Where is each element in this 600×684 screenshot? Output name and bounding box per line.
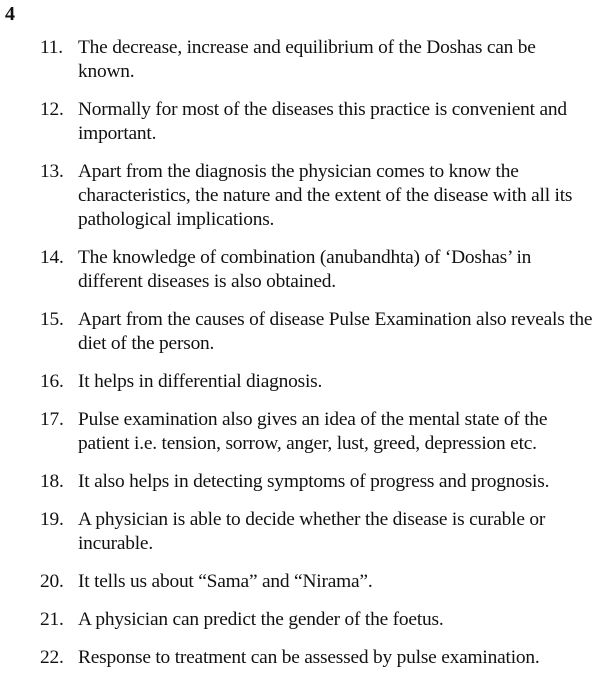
item-text: The knowledge of combination (anubandhta) of ‘Doshas’ in different diseases is also obtained. bbox=[78, 247, 532, 292]
item-number: 14. bbox=[40, 247, 64, 268]
item-text: It also helps in detecting symptoms of progress and prognosis. bbox=[78, 471, 550, 492]
numbered-list bbox=[40, 36, 596, 684]
item-number: 20. bbox=[40, 571, 64, 592]
item-text: A physician is able to decide whether the disease is curable or incurable. bbox=[78, 509, 546, 554]
item-text: It helps in differential diagnosis. bbox=[78, 371, 323, 392]
list-item bbox=[40, 608, 596, 632]
item-text: Apart from the causes of disease Pulse Examination also reveals the diet of the person. bbox=[78, 309, 593, 354]
page-number: 4 bbox=[5, 3, 15, 25]
item-number: 13. bbox=[40, 161, 64, 182]
item-text: The decrease, increase and equilibrium of the Doshas can be known. bbox=[78, 37, 536, 82]
item-text: Normally for most of the diseases this practice is convenient and important. bbox=[78, 99, 567, 144]
item-number: 22. bbox=[40, 647, 64, 668]
list-item bbox=[40, 570, 596, 594]
item-text: Response to treatment can be assessed by pulse examination. bbox=[78, 647, 540, 668]
item-number: 19. bbox=[40, 509, 64, 530]
list-item bbox=[40, 308, 596, 356]
list-item bbox=[40, 160, 596, 232]
item-number: 11. bbox=[40, 37, 63, 58]
item-number: 21. bbox=[40, 609, 64, 630]
list-item bbox=[40, 408, 596, 456]
list-item bbox=[40, 646, 596, 670]
item-text: Pulse examination also gives an idea of the mental state of the patient i.e. tension, sorrow, anger, lust, greed, depression etc. bbox=[78, 409, 548, 454]
item-number: 17. bbox=[40, 409, 64, 430]
item-number: 16. bbox=[40, 371, 64, 392]
item-text: Apart from the diagnosis the physician comes to know the characteristics, the nature and the extent of the disease with all its pathological implications. bbox=[78, 161, 573, 230]
list-item bbox=[40, 370, 596, 394]
item-text: A physician can predict the gender of the foetus. bbox=[78, 609, 444, 630]
item-number: 12. bbox=[40, 99, 64, 120]
item-number: 18. bbox=[40, 471, 64, 492]
list-item bbox=[40, 98, 596, 146]
item-text: It tells us about “Sama” and “Nirama”. bbox=[78, 571, 373, 592]
list-item bbox=[40, 246, 596, 294]
list-item bbox=[40, 36, 596, 84]
list-item bbox=[40, 508, 596, 556]
item-number: 15. bbox=[40, 309, 64, 330]
list-item bbox=[40, 470, 596, 494]
